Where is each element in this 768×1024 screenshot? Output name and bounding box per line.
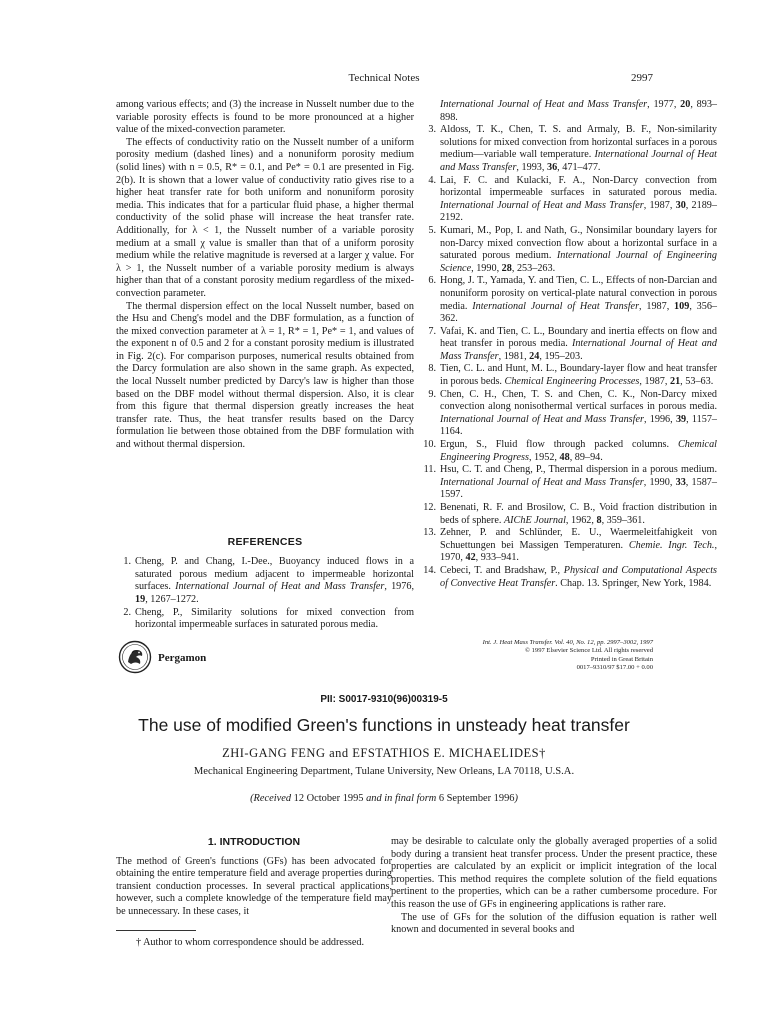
reference-item: 12. Benenati, R. F. and Brosilow, C. B., Void fraction distribution in beds of sphere. AIChE Journal, 1962, 8, 359–361. [423,502,717,526]
pergamon-logo-icon [118,640,152,674]
paragraph: may be desirable to calculate only the globally averaged properties of a solid body during a transient heat transfer process. Under the present practice, these properties are calculated by an explicit or implicit integration of the local properties. This method requires the complete solution of the field equations pertinent to the properties, which can be a rather cumbersome procedure. For this reason the use of GFs in engineering applications is rather rare. [391,836,717,910]
journal-citation: Int. J. Heat Mass Transfer. Vol. 40, No. 12, pp. 2997–3002, 1997 [482,639,653,646]
printed-line: Printed in Great Britain [590,655,653,663]
paragraph: The thermal dispersion effect on the local Nusselt number, based on the Hsu and Cheng's model and the DBF formulation, as a function of the mixed convection parameter at λ = 1, R* = 1, Pe* = 1, and values of the exponent n of 0.5 and 2 for a constant porosity medium is illustrated in Fig. 2(c). For comparison purposes, numerical results obtained from the Darcy formulation are also shown in the same graph. As expected, the local Nusselt number predicted by Darcy's law is higher than those based on the DBF model without thermal dispersion. Also, it is clear from this figure that thermal dispersion greatly increases the heat transfer rate. Thus, the heat transfer results based on the Darcy formulation lie between those obtained from the DBF formulation with and without thermal dispersion. [116,300,414,451]
introduction-heading: 1. INTRODUCTION [207,836,301,848]
section-title: Technical Notes [348,72,420,84]
author-affiliation: Mechanical Engineering Department, Tulane University, New Orleans, LA 70118, U.S.A. [193,766,575,777]
paragraph: The effects of conductivity ratio on the Nusselt number of a uniform porosity medium (dashed lines) and a nonuniform porosity medium (solid lines) with n = 0.5, R* = 0.1, and Pe* = 0.1 are presented in Fig. 2(b). It is shown that a lower value of conductivity ratio gives rise to a higher heat transfer rate for both uniform and nonuniform porosity media. This indicates that for a particular fluid phase, a higher thermal conductivity of the solid phase will increase the heat transfer rate. Additionally, for λ < 1, the Nusselt number of a variable porosity medium at a small χ value is smaller than that of a uniform porosity medium while the relative magnitude is reversed at a larger χ value. For λ > 1, the Nusselt number of a variable porosity medium is always higher than that of a constant porosity medium regardless of the mixed-convection parameter. [116,136,414,299]
reference-item: 9. Chen, C. H., Chen, T. S. and Chen, C. K., Non-Darcy mixed convection along nonisothermal vertical surfaces in porous media. International Journal of Heat and Mass Transfer, 1996, 39, 1157–1164. [428,388,718,438]
references-list-right [421,99,717,590]
paragraph: among various effects; and (3) the increase in Nusselt number due to the variable porosity effects is found to be more pronounced at a higher value of the mixed-convection parameter. [116,99,414,136]
left-column [116,99,414,632]
reference-item: 14. Cebeci, T. and Bradshaw, P., Physical and Computational Aspects of Convective Heat Transfer. Chap. 13. Springer, New York, 1984. [423,564,717,589]
article-title: The use of modified Green's functions in unsteady heat transfer [138,715,630,735]
footnote: † Author to whom correspondence should be addressed. [136,937,365,948]
copyright-line: © 1997 Elsevier Science Ltd. All rights reserved [524,647,653,655]
reference-item: 3. Aldoss, T. K., Chen, T. S. and Armaly, B. F., Non-similarity solutions for mixed convection from horizontal surfaces in a porous medium—variable wall temperature. International Journal of Heat and Mass Transfer, 1993, 36, 471–477. [428,124,717,173]
received-dates: (Received 12 October 1995 and in final form 6 September 1996) [250,793,518,804]
paragraph: The use of GFs for the solution of the diffusion equation is rather well known and documented in several books and [391,911,717,936]
page-number: 2997 [631,72,653,84]
reference-item: 6. Hong, J. T., Yamada, Y. and Tien, C. L., Effects of non-Darcian and nonuniform porosity on vertical-plate natural convection in porous media. International Journal of Heat Transfer, 1987, 109, 356–362. [428,275,718,325]
right-column [421,99,717,590]
issn-line: 0017–9310/97 $17.00 + 0.00 [576,664,653,672]
reference-item: 8. Tien, C. L. and Hunt, M. L., Boundary-layer flow and heat transfer in porous beds. Chemical Engineering Processes, 1987, 21, 53–63. [428,363,717,388]
reference-item: 7. Vafai, K. and Tien, C. L., Boundary and inertia effects on flow and heat transfer in porous media. International Journal of Heat and Mass Transfer, 1981, 24, 195–203. [428,325,717,362]
reference-item: 11. Hsu, C. T. and Cheng, P., Thermal dispersion in a porous medium. International Journal of Heat and Mass Transfer, 1990, 33, 1587–1597. [423,464,717,501]
pii-identifier: PII: S0017-9310(96)00319-5 [320,694,448,705]
reference-item: 5. Kumari, M., Pop, I. and Nath, G., Nonsimilar boundary layers for non-Darcy mixed convection flow about a horizontal surface in a saturated porous medium. International Journal of Engineering Science, 1990, 28, 253–263. [428,224,717,274]
intro-right-column [391,836,717,937]
intro-left-column [116,836,392,919]
reference-item: 1. Cheng, P. and Chang, I.-Dee., Buoyancy induced flows in a saturated porous medium adjacent to impermeable horizontal surfaces. International Journal of Heat and Mass Transfer, 1976, 19, 1267–1272. [123,556,415,605]
article-authors: ZHI-GANG FENG and EFSTATHIOS E. MICHAELIDES† [222,746,546,760]
reference-item: 4. Lai, F. C. and Kulacki, F. A., Non-Darcy convection from horizontal impermeable surfaces in saturated porous media. International Journal of Heat and Mass Transfer, 1987, 30, 2189–2192. [428,174,717,224]
reference-item: 2. Cheng, P., Similarity solutions for mixed convection from horizontal impermeable surfaces in saturated porous media. [123,606,414,631]
journal-info [393,639,653,673]
reference-item: 13. Zehner, P. and Schlünder, E. U., Waermeleitfahigkeit von Schuettungen bei Massigen Temperaturen. Chemie. Ingr. Tech., 1970, 42, 933–941. [423,527,718,564]
paragraph: The method of Green's functions (GFs) has been advocated for obtaining the entire temperature field and average properties during transient conduction processes. In several practical applications, however, such a complete knowledge of the temperature field may be unnecessary. In these cases, it [116,855,392,917]
reference-item: International Journal of Heat and Mass Transfer, 1977, 20, 893–898. [440,99,718,123]
publisher-name: Pergamon [158,652,207,664]
references-heading: REFERENCES [227,535,303,548]
reference-item: 10. Ergun, S., Fluid flow through packed columns. Chemical Engineering Progress, 1952, 48, 89–94. [423,439,717,463]
references-list-left [116,556,414,632]
footnote-divider [116,930,196,931]
